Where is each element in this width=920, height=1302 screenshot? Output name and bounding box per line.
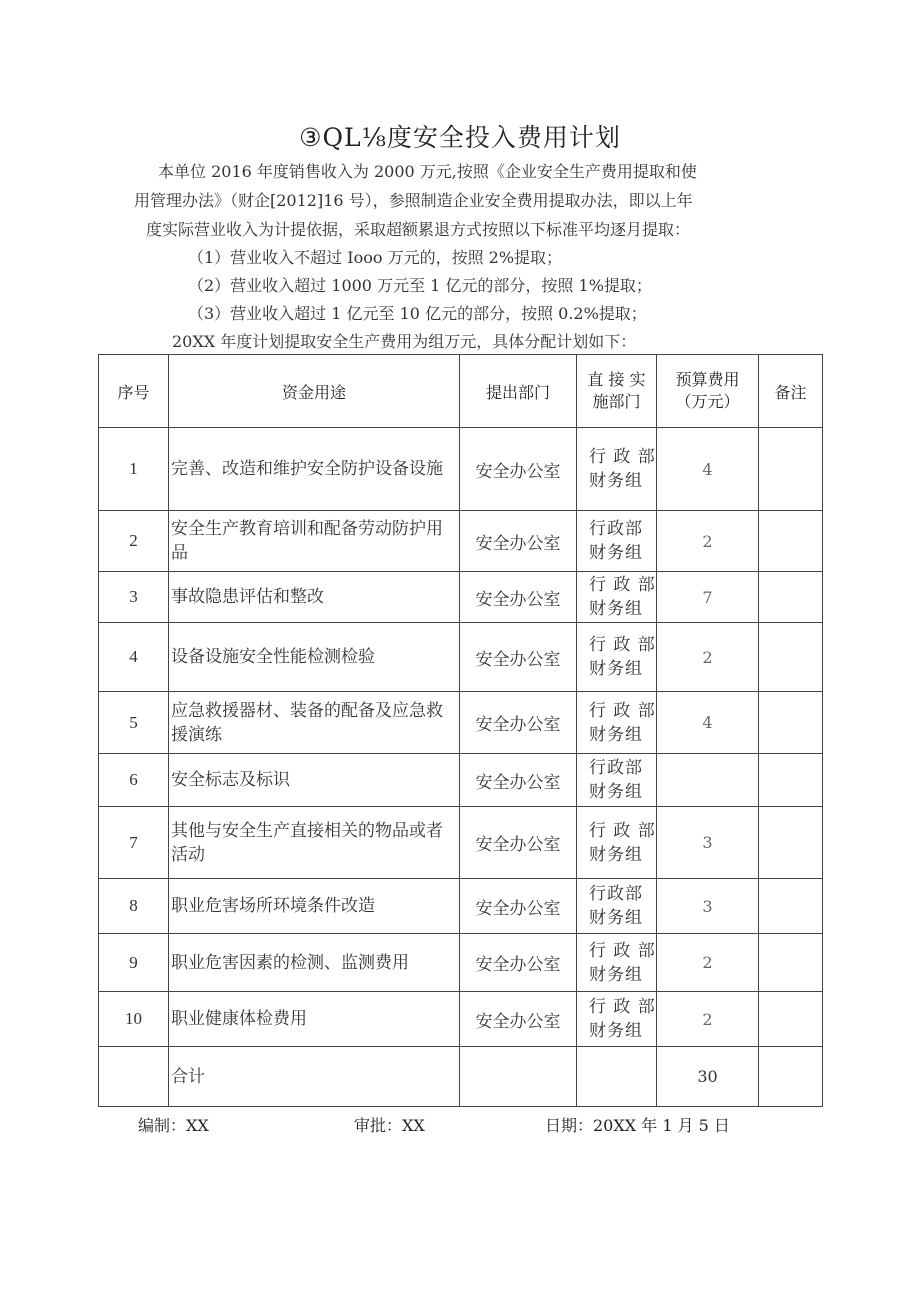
intro-line-2: 用管理办法》（财企[2012]16 号），参照制造企业安全费用提取办法，即以上年 (134, 191, 693, 210)
row-note (759, 692, 823, 754)
row-impl (577, 572, 657, 623)
row-impl (577, 807, 657, 879)
row-impl (577, 754, 657, 807)
header-note: 备注 (759, 355, 823, 428)
table-row (99, 428, 823, 511)
row-note (759, 754, 823, 807)
header-budget-line2: （万元） (675, 392, 740, 411)
row-use: 职业危害因素的检测、监测费用 (169, 934, 460, 992)
row-note (759, 623, 823, 692)
row-impl-line1: 行 政 部 (589, 997, 656, 1017)
row-dept: 安全办公室 (460, 692, 577, 754)
row-use: 应急救援器材、装备的配备及应急救援演练 (169, 692, 460, 754)
row-budget: 3 (657, 879, 759, 934)
row-dept: 安全办公室 (460, 754, 577, 807)
table-row (99, 572, 823, 623)
row-use: 完善、改造和维护安全防护设备设施 (169, 428, 460, 511)
total-dept-cell (460, 1047, 577, 1107)
row-note (759, 879, 823, 934)
row-impl-line2: 财务组 (589, 659, 643, 679)
row-dept: 安全办公室 (460, 992, 577, 1047)
header-no: 序号 (99, 355, 169, 428)
row-impl-line2: 财务组 (589, 844, 643, 865)
row-budget (657, 754, 759, 807)
row-impl-line2: 财务组 (589, 471, 643, 491)
row-use: 事故隐患评估和整改 (169, 572, 460, 623)
row-budget: 2 (657, 511, 759, 572)
header-use: 资金用途 (169, 355, 460, 428)
row-use: 安全生产教育培训和配备劳动防护用品 (169, 511, 460, 572)
row-impl-line2: 财务组 (589, 1021, 643, 1041)
row-note (759, 511, 823, 572)
header-dept (460, 355, 577, 428)
row-note (759, 428, 823, 511)
row-budget: 2 (657, 934, 759, 992)
total-note-cell (759, 1047, 823, 1107)
row-no: 4 (99, 623, 169, 692)
row-impl (577, 992, 657, 1047)
intro-line-1: 本单位 2016 年度销售收入为 2000 万元,按照《企业安全生产费用提取和使 (158, 162, 697, 181)
header-dept-label: 提出部门 (485, 382, 550, 402)
row-impl-line2: 财务组 (589, 599, 643, 619)
intro-line-4: （1）营业收入不超过 Iooo 万元的，按照 2%提取； (188, 248, 563, 267)
row-impl-line2: 财务组 (589, 782, 643, 802)
row-note (759, 992, 823, 1047)
row-no: 8 (99, 879, 169, 934)
table-row (99, 992, 823, 1047)
row-dept: 安全办公室 (460, 428, 577, 511)
row-budget: 7 (657, 572, 759, 623)
budget-table (98, 354, 823, 1107)
header-impl (577, 355, 657, 428)
row-budget: 2 (657, 992, 759, 1047)
header-budget-line1: 预算费用 (675, 370, 740, 389)
row-note (759, 934, 823, 992)
row-no: 5 (99, 692, 169, 754)
total-row (99, 1047, 823, 1107)
table-row (99, 511, 823, 572)
row-impl (577, 934, 657, 992)
page-title: ③QL⅛度安全投入费用计划 (299, 123, 621, 152)
header-impl-line1: 直 接 实 (587, 370, 646, 389)
row-budget: 4 (657, 428, 759, 511)
header-budget (657, 355, 759, 428)
footer-date: 日期：20XX 年 1 月 5 日 (545, 1116, 730, 1135)
row-note (759, 572, 823, 623)
table-row (99, 879, 823, 934)
row-budget: 3 (657, 807, 759, 879)
row-no: 2 (99, 511, 169, 572)
row-dept: 安全办公室 (460, 807, 577, 879)
total-budget: 30 (657, 1047, 759, 1107)
header-impl-line2: 施部门 (592, 392, 641, 411)
footer-editor: 编制：XX (138, 1116, 209, 1135)
table-row (99, 934, 823, 992)
row-impl-line1: 行 政 部 (589, 635, 656, 655)
table-row (99, 623, 823, 692)
row-impl-line1: 行政部 (589, 884, 643, 904)
row-dept: 安全办公室 (460, 572, 577, 623)
row-dept: 安全办公室 (460, 511, 577, 572)
intro-line-6: （3）营业收入超过 1 亿元至 10 亿元的部分，按照 0.2%提取； (188, 304, 647, 323)
intro-line-5: （2）营业收入超过 1000 万元至 1 亿元的部分，按照 1%提取； (188, 276, 652, 295)
row-impl (577, 623, 657, 692)
table-row (99, 692, 823, 754)
row-no: 6 (99, 754, 169, 807)
total-label: 合计 (169, 1047, 460, 1107)
table-row (99, 807, 823, 879)
row-no: 3 (99, 572, 169, 623)
footer-approver: 审批：XX (354, 1116, 425, 1135)
row-impl-line1: 行 政 部 (589, 575, 656, 595)
intro-line-3: 度实际营业收入为计提依据，采取超额累退方式按照以下标准平均逐月提取： (146, 220, 691, 239)
header-row (99, 355, 823, 428)
row-impl-line1: 行 政 部 (589, 447, 656, 467)
row-impl (577, 692, 657, 754)
row-use: 其他与安全生产直接相关的物品或者活动 (169, 807, 460, 879)
row-impl-line1: 行 政 部 (589, 940, 656, 961)
row-no: 7 (99, 807, 169, 879)
row-impl-line1: 行政部 (589, 519, 643, 539)
row-use: 职业健康体检费用 (169, 992, 460, 1047)
row-no: 1 (99, 428, 169, 511)
row-budget: 4 (657, 692, 759, 754)
row-impl-line1: 行 政 部 (589, 700, 656, 721)
row-use: 职业危害场所环境条件改造 (169, 879, 460, 934)
row-dept: 安全办公室 (460, 934, 577, 992)
row-no: 10 (99, 992, 169, 1047)
row-impl-line2: 财务组 (589, 908, 643, 928)
row-impl-line2: 财务组 (589, 964, 643, 985)
row-use: 设备设施安全性能检测检验 (169, 623, 460, 692)
row-impl (577, 428, 657, 511)
row-impl (577, 511, 657, 572)
table-row (99, 754, 823, 807)
row-use: 安全标志及标识 (169, 754, 460, 807)
row-impl (577, 879, 657, 934)
row-note (759, 807, 823, 879)
row-impl-line1: 行政部 (589, 758, 643, 778)
row-impl-line1: 行 政 部 (589, 820, 656, 841)
total-no-cell (99, 1047, 169, 1107)
intro-line-7: 20XX 年度计划提取安全生产费用为组万元，具体分配计划如下： (172, 332, 637, 351)
total-impl-cell (577, 1047, 657, 1107)
row-dept: 安全办公室 (460, 623, 577, 692)
row-dept: 安全办公室 (460, 879, 577, 934)
row-impl-line2: 财务组 (589, 724, 643, 745)
row-budget: 2 (657, 623, 759, 692)
row-impl-line2: 财务组 (589, 543, 643, 563)
row-no: 9 (99, 934, 169, 992)
